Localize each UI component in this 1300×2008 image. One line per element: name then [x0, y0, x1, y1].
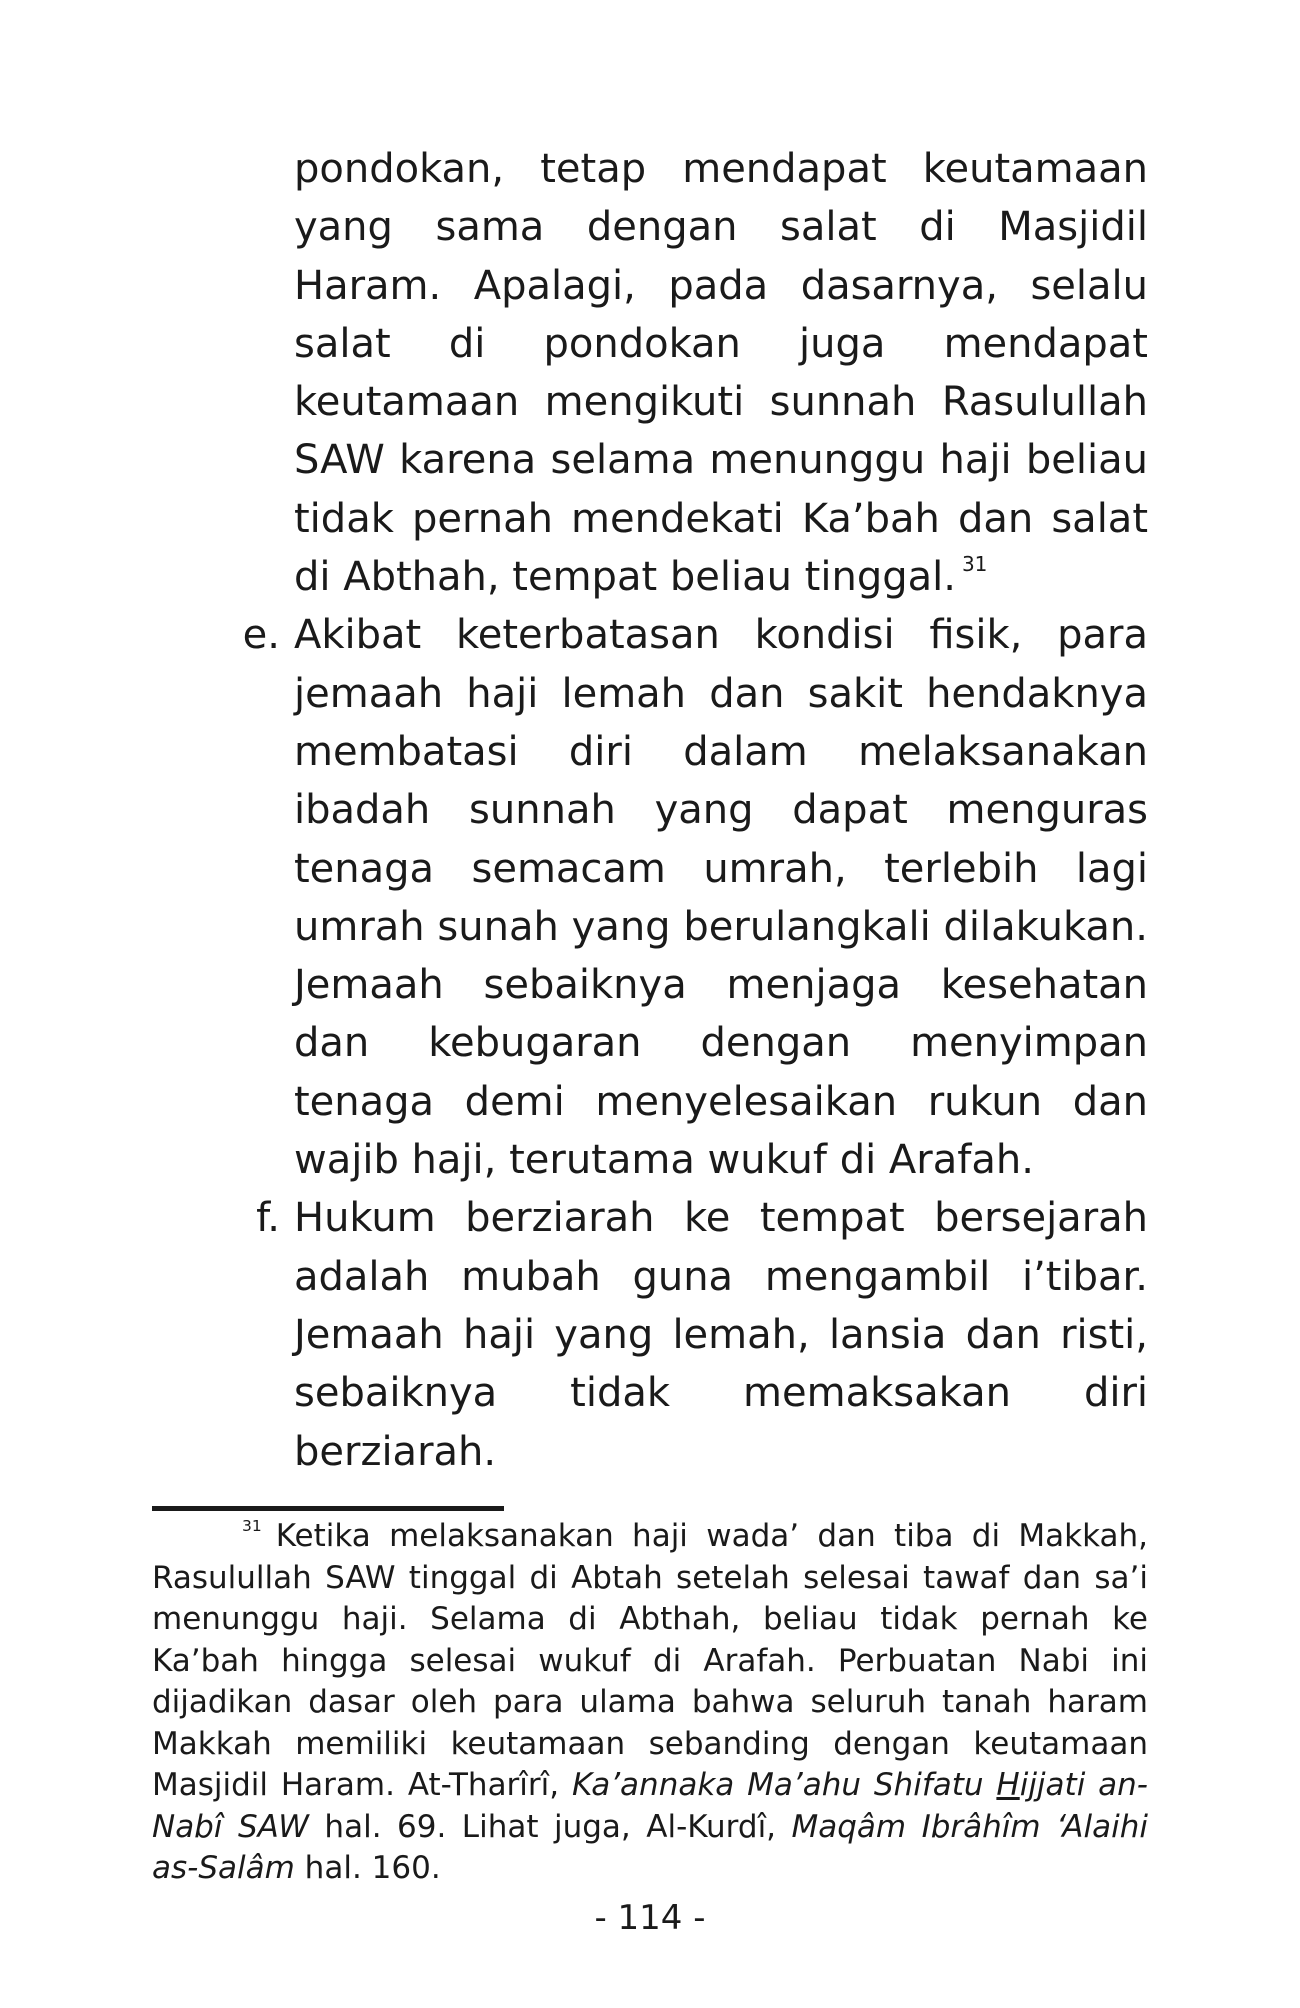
list-item-text: Akibat keterbatasan kondisi fisik, para jemaah haji lemah dan sakit hendaknya membatasi diri dalam melaksanakan ibadah sunnah yang dapat menguras tenaga semacam umrah, terlebih lagi umrah sunah yang berulangkali dilakukan. Jemaah sebaiknya menjaga kesehatan dan kebugaran dengan menyimpan tenaga demi menyelesaikan rukun dan wajib haji, terutama wukuf di Arafah.: [294, 612, 1148, 1184]
source-title-part: Ka’annaka Ma’ahu Shifatu: [571, 1767, 997, 1803]
source-title-underlined-letter: H: [996, 1767, 1020, 1803]
continuation-paragraph: [294, 140, 1148, 606]
list-item-e: [242, 606, 1148, 1189]
list-item-f: [256, 1189, 1148, 1480]
footnote-text: hal. 160.: [294, 1850, 441, 1886]
footnote: [152, 1516, 1148, 1890]
footnote-text: hal. 69. Lihat juga, Al-Kurdî,: [308, 1808, 792, 1845]
footnote-source-title: Maqâm Ibrâhîm ‘Alaihi as-Salâm: [152, 1808, 1148, 1886]
list-marker: f.: [256, 1195, 280, 1242]
footnote-reference: 31: [961, 552, 988, 577]
footnote-number: 31: [242, 1517, 262, 1536]
list-marker: e.: [242, 612, 280, 659]
list-item-text: Hukum berziarah ke tempat bersejarah adalah mubah guna mengambil i’tibar. Jemaah haji yang lemah, lansia dan risti, sebaiknya tidak memaksakan diri berziarah.: [294, 1195, 1148, 1475]
source-title-part: ijjati an-Nabî SAW: [152, 1767, 1148, 1845]
footnote-text: Ketika melaksanakan haji wada’ dan tiba di Makkah, Rasulullah SAW tinggal di Abtah setelah selesai tawaf dan sa’i menunggu haji. Selama di Abthah, beliau tidak pernah ke Ka’bah hingga selesai wukuf di Arafah. Perbuatan Nabi ini dijadikan dasar oleh para ulama bahwa seluruh tanah haram Makkah memiliki keutamaan sebanding dengan keutamaan Masjidil Haram. At-Tharîrî,: [152, 1518, 1148, 1803]
main-text: [242, 140, 1148, 1481]
footnote-separator: [152, 1506, 504, 1511]
page-number: - 114 -: [594, 1898, 706, 1938]
continuation-text: pondokan, tetap mendapat keutamaan yang sama dengan salat di Masjidil Haram. Apalagi, pada dasarnya, selalu salat di pondokan juga mendapat keutamaan mengikuti sunnah Rasulullah SAW karena selama menunggu haji beliau tidak pernah mendekati Ka’bah dan salat di Abthah, tempat beliau tinggal.: [294, 146, 1148, 601]
